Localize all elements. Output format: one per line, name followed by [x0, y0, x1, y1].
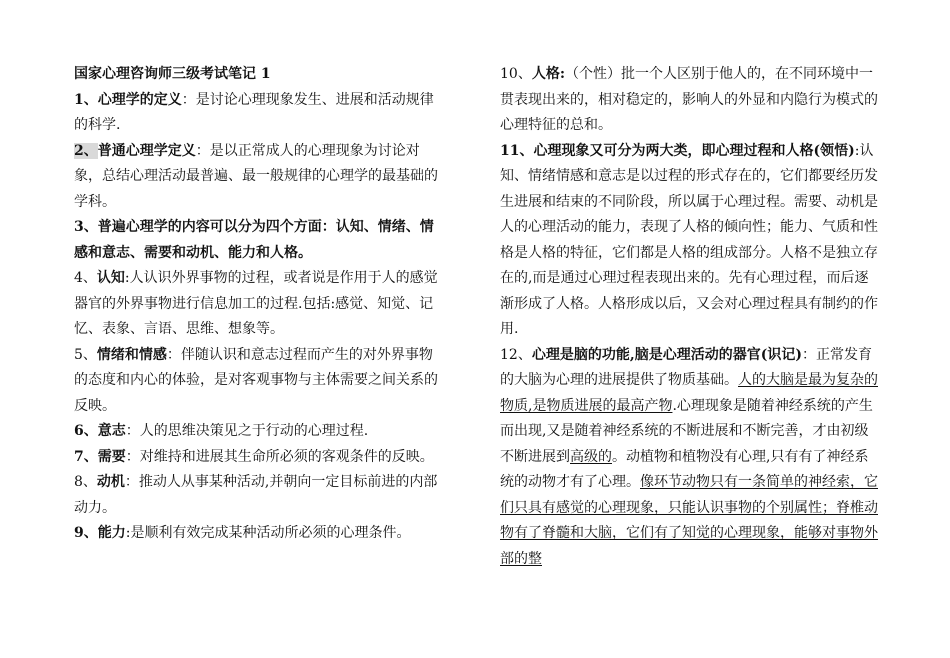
underlined-text: 高级的	[570, 448, 612, 465]
item-body: 人认识外界事物的过程，或者说是作用于人的感觉器官的外界事物进行信息加工的过程.包括:感觉、知觉、记忆、表象、言语、思维、想象等。	[74, 270, 438, 337]
paragraph-6	[74, 419, 446, 445]
paragraph-9	[74, 521, 446, 547]
paragraph-7	[74, 445, 446, 471]
item-body: 对维持和进展其生命所必须的客观条件的反映。	[139, 448, 434, 465]
item-heading: 11、心理现象又可分为两大类，即心理过程和人格(领悟)	[500, 142, 855, 159]
item-number: 1、	[74, 91, 98, 108]
underlined-text: 像环节动物只有一条简单的神经索，它们只具有感觉的心理现象，只能认识事物的个别属性；脊椎动物有了脊髓和大脑，它们有了知觉的心理现象，能够对事物外部的整	[500, 474, 878, 567]
item-separator: ：	[125, 448, 140, 465]
paragraph-1	[74, 88, 446, 139]
paragraph-4	[74, 266, 446, 343]
paragraph-2	[74, 139, 446, 216]
paragraph-8	[74, 470, 446, 521]
item-term: 能力	[97, 525, 126, 541]
item-number: 7、	[74, 448, 98, 465]
item-body: 是讨论心理现象发生、进展和活动规律的科学.	[74, 91, 434, 133]
item-number: 8、	[74, 474, 97, 490]
item-separator: ：	[195, 142, 210, 159]
item-separator: ：	[801, 346, 816, 363]
item-term: 人格	[531, 66, 560, 82]
item-separator: ：	[124, 474, 139, 490]
item-separator: ：	[181, 91, 196, 108]
left-column	[74, 62, 446, 547]
item-term: 需要	[97, 448, 126, 465]
item-separator: :	[125, 525, 131, 541]
item-term: 意志	[97, 423, 126, 439]
item-separator: :	[559, 66, 565, 82]
item-body: .心理现象是随着神经系统的产生而出现,又是随着神经系统的不断进展和不断完善，才由初级不断进展到	[500, 397, 873, 465]
item-body: 。动植物和植物没有心理,只有有了神经系统的动物才有了心理。	[500, 448, 869, 490]
paragraph-11	[500, 139, 878, 343]
item-number: 9、	[74, 525, 98, 541]
item-number: 10、	[500, 66, 532, 82]
paragraph-3: 3、普遍心理学的内容可以分为四个方面：认知、情绪、情感和意志、需要和动机、能力和人格。	[74, 219, 434, 261]
paragraph-10	[500, 62, 878, 139]
item-body: :认知、情绪情感和意志是以过程的形式存在的，它们都要经历发生进展和结束的不同阶段，所以属于心理过程。需要、动机是人的心理活动的能力，表现了人格的倾向性；能力、气质和性格是人格的特征，它们都是人格的组成部分。人格不是独立存在的,而是通过心理过程表现出来的。先有心理过程，而后逐渐形成了人格。人格形成以后，又会对心理过程具有制约的作用.	[500, 142, 878, 337]
item-body: 正常发育的大脑为心理的进展提供了物质基础。	[500, 346, 872, 388]
item-body: 推动人从事某种活动,并朝向一定目标前进的内部动力。	[74, 474, 438, 516]
item-number: 5、	[74, 346, 97, 363]
item-number: 4、	[74, 270, 97, 286]
item-term: 心理是脑的功能,脑是心理活动的器官(识记)	[531, 346, 802, 363]
item-term: 动机	[96, 474, 125, 490]
item-term: 认知	[96, 270, 125, 286]
item-term: 普通心理学定义	[97, 142, 196, 159]
item-number: 6、	[74, 423, 98, 439]
document-title: 国家心理咨询师三级考试笔记 1	[74, 66, 271, 82]
item-term: 心理学的定义	[97, 91, 182, 108]
paragraph-12	[500, 343, 878, 573]
item-body: 是顺利有效完成某种活动所必须的心理条件。	[130, 525, 411, 541]
item-separator: ：	[166, 346, 181, 363]
item-body: 是以正常成人的心理现象为讨论对象，总结心理活动最普遍、最一般规律的心理学的最基础的学科。	[74, 142, 438, 210]
item-body: 伴随认识和意志过程而产生的对外界事物的态度和内心的体验，是对客观事物与主体需要之间关系的反映。	[74, 346, 438, 414]
item-number: 12、	[500, 346, 532, 363]
item-term: 情绪和情感	[96, 346, 167, 363]
item-body: 人的思维决策见之于行动的心理过程.	[139, 423, 369, 439]
item-separator: ：	[125, 423, 140, 439]
right-column	[500, 62, 878, 572]
item-separator: :	[124, 270, 130, 286]
item-body: （个性）批一个人区别于他人的，在不同环境中一贯表现出来的，相对稳定的，影响人的外显和内隐行为模式的心理特征的总和。	[500, 66, 878, 133]
item-number-highlighted: 2、	[74, 142, 98, 159]
paragraph-5	[74, 343, 446, 420]
underlined-text: 人的大脑是最为复杂的物质,是物质进展的最高产物	[500, 372, 878, 414]
